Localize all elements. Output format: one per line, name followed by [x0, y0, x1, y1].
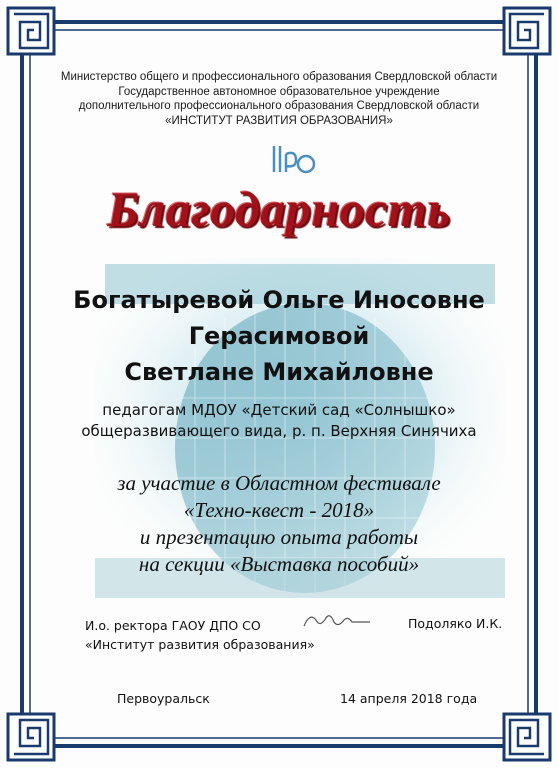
- recipient-names: [0, 282, 558, 390]
- signatory-title: [85, 616, 315, 654]
- recipient-line-2: Герасимовой: [188, 322, 370, 350]
- reason-line-4: на секции «Выставка пособий»: [138, 552, 420, 576]
- recipient-position: [0, 400, 558, 442]
- award-reason: [0, 470, 558, 578]
- date-label: 14 апреля 2018 года: [340, 691, 478, 706]
- handwritten-signature: [300, 606, 380, 636]
- certificate-title: Благодарность: [107, 181, 451, 237]
- organization-header: [0, 70, 558, 128]
- recipient-line-3: Светлане Михайловне: [124, 358, 434, 386]
- position-line-1: педагогам МДОУ «Детский сад «Солнышко»: [102, 401, 456, 419]
- org-line-2: Государственное автономное образовательное учреждение: [118, 85, 440, 98]
- ipo-logo-icon: [266, 140, 318, 178]
- signatory-title-line-2: «Институт развития образования»: [85, 637, 315, 652]
- org-line-3: дополнительного профессионального образования Свердловской области: [78, 100, 480, 112]
- reason-line-2: «Техно-квест - 2018»: [183, 498, 375, 522]
- reason-line-1: за участие в Областном фестивале: [117, 471, 441, 495]
- reason-line-3: и презентацию опыта работы: [139, 525, 419, 549]
- org-line-1: Министерство общего и профессионального образования Свердловской области: [60, 71, 498, 83]
- signatory-title-line-1: И.о. ректора ГАОУ ДПО СО: [85, 618, 261, 633]
- recipient-line-1: Богатыревой Ольге Иносовне: [73, 286, 485, 314]
- city-label: Первоуральск: [117, 691, 210, 706]
- org-line-4: «ИНСТИТУТ РАЗВИТИЯ ОБРАЗОВАНИЯ»: [165, 114, 393, 127]
- signatory-name: Подоляко И.К.: [408, 616, 503, 631]
- position-line-2: общеразвивающего вида, р. п. Верхняя Синячиха: [81, 422, 477, 440]
